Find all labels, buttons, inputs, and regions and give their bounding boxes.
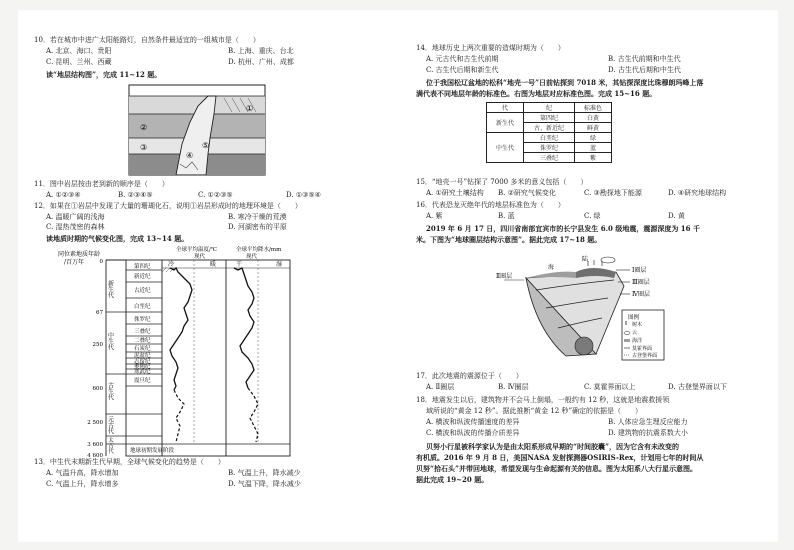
- tick-4600: 4 600: [87, 453, 103, 458]
- period-triassic: 三叠纪: [134, 329, 151, 335]
- period-quaternary: 第四纪: [134, 264, 151, 270]
- layer-3-label: Ⅲ圈层: [632, 279, 650, 286]
- q11-stem: 11．图中岩层按由老到新的顺序是（ ）: [34, 180, 169, 188]
- table-period: 白垩纪: [524, 133, 575, 143]
- intro-17-18-line1: 2019 年 6 月 17 日，四川省南部宜宾市的长宁县发生 6.0 级地震，震源深度为 16 千: [426, 224, 700, 233]
- table-color: 鲜黄: [575, 123, 612, 133]
- legend-cloud: 云: [632, 330, 638, 336]
- period-neogene: 新近纪: [134, 274, 151, 280]
- period-ordovician: 奥陶纪: [134, 364, 151, 370]
- q12-option-b[interactable]: B. 寒冷干燥的荒漠: [228, 213, 287, 221]
- q17-option-a[interactable]: A. Ⅱ圈层: [426, 383, 455, 391]
- legend-gutenberg: 古登堡界面: [632, 353, 658, 359]
- intro-15-16-line1: 位于我国松辽盆地的松科“地壳一号”日前钻探到 7018 米，其钻探深度比珠穆朗玛峰上落: [426, 78, 704, 87]
- prec-now-label: 现代: [246, 254, 258, 260]
- stratum-label-2: ②: [140, 123, 148, 132]
- legend-trees: 树木: [632, 322, 643, 328]
- period-permian: 二叠纪: [134, 338, 151, 344]
- period-paleogene: 古近纪: [134, 288, 151, 294]
- table-header-era: 代: [487, 103, 524, 113]
- q12-option-d[interactable]: D. 河湖密布的平原: [228, 223, 287, 231]
- q11-option-b[interactable]: B. ②③④⑤: [118, 191, 153, 199]
- strata-diagram: [128, 84, 266, 176]
- q10-option-c[interactable]: C. 昆明、兰州、西藏: [46, 58, 112, 66]
- layer-1-label: Ⅰ圈层: [632, 267, 647, 274]
- q15-option-b[interactable]: B. ②研究气候变化: [498, 189, 556, 197]
- tick-250: 250: [92, 342, 103, 348]
- q16-option-d[interactable]: D. 黄: [668, 212, 685, 220]
- tick-67: 67: [96, 310, 103, 316]
- legend-ocean: 海洋: [632, 338, 643, 344]
- q14-stem: 14．地球历史上两次重要的造煤时期为（ ）: [416, 44, 565, 52]
- era-archean: 太古代: [107, 437, 113, 454]
- precipitation-curve: [234, 268, 254, 388]
- period-cambrian: 寒武纪: [134, 369, 151, 375]
- temp-now-label: 现代: [194, 254, 206, 260]
- q12-stem: 12．如果在①岩层中发现了大量的珊瑚化石，说明①岩层形成时的地理环境是（ ）: [34, 202, 302, 210]
- early-earth-label: 地球初期发展阶段: [130, 448, 175, 454]
- q16-option-c[interactable]: C. 绿: [584, 212, 601, 220]
- q11-option-d[interactable]: D. ①③⑤④: [286, 191, 321, 199]
- intro-19-20-line1: 贝努小行星被科学家认为是由太阳系形成早期的“时间胶囊”，因为它含有未改变的: [426, 442, 680, 451]
- q17-option-d[interactable]: D. 古登堡界面以下: [668, 383, 727, 391]
- tick-0: 0: [99, 259, 103, 265]
- q14-option-d[interactable]: D. 古生代后期和中生代: [608, 66, 681, 74]
- q18-option-d[interactable]: D. 建筑物的抗震系数大小: [608, 429, 688, 437]
- q16-stem: 16．代表恐龙灭绝年代的地层标准色为（ ）: [416, 201, 565, 209]
- stratum-label-3: ③: [140, 143, 148, 152]
- q17-stem: 17．此次地震的震源位于（ ）: [416, 372, 523, 380]
- table-era-cenozoic: 新生代: [487, 113, 524, 133]
- q13-option-c[interactable]: C. 气温上升，降水增多: [46, 480, 119, 488]
- col-time-title: 同位素地质年龄: [58, 251, 101, 258]
- table-period: 三叠纪: [524, 153, 575, 163]
- table-color: 蓝: [575, 143, 612, 153]
- dry-label: 干: [236, 261, 243, 268]
- intro-19-20-line4: 据此完成 19~20 题。: [416, 475, 489, 484]
- land-label: 陆: [582, 256, 589, 263]
- q13-stem: 13．中生代末期新生代早期，全球气候变化的趋势是（ ）: [34, 458, 225, 466]
- q16-option-b[interactable]: B. 蓝: [498, 212, 515, 220]
- period-carboniferous: 石炭纪: [134, 346, 151, 352]
- ocean-label: 海: [548, 264, 555, 271]
- q17-option-c[interactable]: C. 莫霍界面以上: [584, 383, 636, 391]
- q18-stem-line2: 域所说的“黄金 12 秒”。据此推断“黄金 12 秒”确定的依据是（ ）: [426, 407, 643, 415]
- geologic-climate-chart: [58, 246, 298, 458]
- q15-option-d[interactable]: D. ④研究地球结构: [668, 189, 727, 197]
- col-temp-title: 全球平均温度/℃: [176, 247, 218, 253]
- era-mesozoic: 中生代: [106, 332, 114, 350]
- intro-11-12: 读“地层结构图”，完成 11~12 题。: [46, 70, 162, 79]
- temperature-curve: [170, 268, 192, 390]
- col-time-unit: /百万年: [64, 259, 85, 266]
- intro-17-18-line2: 米。下图为“地球圈层结构示意图”。据此完成 17~18 题。: [416, 235, 602, 244]
- q10-stem: 10．若在城市中进广太阳能路灯，自然条件最适宜的一组城市是（ ）: [34, 36, 260, 44]
- table-header-color: 标准色: [575, 103, 612, 113]
- period-sinian: 震旦纪: [134, 378, 151, 384]
- period-silurian: 志留纪: [134, 359, 151, 365]
- q16-option-a[interactable]: A. 紫: [426, 212, 443, 220]
- table-period: 第四纪: [524, 113, 575, 123]
- exam-page: [18, 10, 778, 542]
- q15-option-c[interactable]: C. ③勘探地下能源: [584, 189, 642, 197]
- layer-2-label: Ⅱ圈层: [496, 273, 513, 280]
- period-cretaceous: 白垩纪: [134, 304, 151, 310]
- table-era-mesozoic: 中生代: [487, 133, 524, 163]
- stratum-color-table: [486, 102, 612, 163]
- q15-option-a[interactable]: A. ①研究土壤结构: [426, 189, 484, 197]
- legend-moho: 莫霍界面: [632, 346, 653, 352]
- q12-option-c[interactable]: C. 湿热茂密的森林: [46, 223, 105, 231]
- q14-option-a[interactable]: A. 元古代和古生代前期: [426, 55, 499, 63]
- earth-sphere-diagram: [496, 250, 666, 362]
- q13-option-d[interactable]: D. 气温下降，降水减少: [228, 480, 301, 488]
- stratum-label-4: ④: [186, 151, 194, 160]
- table-color: 紫: [575, 153, 612, 163]
- q10-option-d[interactable]: D. 杭州、广州、成都: [228, 58, 294, 66]
- q17-option-b[interactable]: B. Ⅳ圈层: [498, 383, 529, 391]
- table-period: 古、新近纪: [524, 123, 575, 133]
- q14-option-b[interactable]: B. 古生代前期和中生代: [608, 55, 681, 63]
- era-proterozoic: 元古代: [106, 416, 114, 434]
- q10-option-b[interactable]: B. 上海、重庆、台北: [228, 47, 294, 55]
- q13-option-a[interactable]: A. 气温升高，降水增加: [46, 469, 119, 477]
- q15-stem: 15．“地壳一号”钻探了 7000 多米的意义包括（ ）: [416, 178, 588, 186]
- table-color: 绿: [575, 133, 612, 143]
- q11-option-a[interactable]: A. ①②③④: [46, 191, 81, 199]
- tick-3600: 3 600: [87, 442, 103, 448]
- table-color: 白黄: [575, 113, 612, 123]
- stratum-label-5: ⑤: [202, 141, 210, 150]
- cold-label: 冷: [168, 261, 175, 268]
- tick-2500: 2 500: [87, 420, 103, 426]
- table-period: 侏罗纪: [524, 143, 575, 153]
- q18-option-b[interactable]: B. 人体应急生理反应能力: [608, 418, 688, 426]
- legend-title: 图例: [628, 315, 640, 321]
- intro-19-20-line3: 贝努“拾石头”并带回地球，希望发现与生命起源有关的信息。图为太阳系八大行星示意图。: [416, 464, 698, 473]
- intro-15-16-line2: 满代表不同地层年龄的标准色。右图为地层对应标准色图。完成 15~16 题。: [416, 89, 657, 98]
- era-paleozoic: 古生代: [106, 382, 114, 400]
- q10-option-a[interactable]: A. 北京、海口、贵阳: [46, 47, 112, 55]
- q18-option-a[interactable]: A. 横波和纵波传播速度的差异: [426, 418, 520, 426]
- period-devonian: 泥盆纪: [134, 353, 151, 359]
- intro-13-14: 读地质时期的气候变化图，完成 13~14 题。: [46, 234, 189, 243]
- table-header-period: 纪: [524, 103, 575, 113]
- precipitation-curve-uncertain: [248, 388, 258, 442]
- tick-600: 600: [92, 386, 103, 392]
- col-prec-title: 全球平均降水/mm: [236, 247, 282, 253]
- warm-label: 暖: [210, 261, 217, 268]
- era-cenozoic: 新生代: [106, 280, 114, 298]
- q18-stem-line1: 18．地震发生以后，建筑物并不会马上倒塌，一般约有 12 秒，这就是地震救援领: [416, 396, 670, 404]
- temperature-curve-uncertain: [174, 390, 184, 442]
- q11-option-c[interactable]: C. ①②③⑤: [198, 191, 233, 199]
- q13-option-b[interactable]: B. 气温上升，降水减少: [228, 469, 301, 477]
- q12-option-a[interactable]: A. 温暖广阔的浅海: [46, 213, 105, 221]
- layer-4-label: Ⅳ圈层: [632, 291, 650, 298]
- stratum-label-1: ①: [246, 104, 254, 113]
- period-jurassic: 侏罗纪: [134, 317, 151, 323]
- q14-option-c[interactable]: C. 古生代后期和新生代: [426, 66, 499, 74]
- intro-19-20-line2: 有机质。2016 年 9 月 8 日，美国NASA 发射探测器OSIRIS-Rex，计划用七年的时间从: [416, 453, 704, 462]
- q18-option-c[interactable]: C. 横波和纵波的传播介质差异: [426, 429, 520, 437]
- wet-label: 湿: [276, 261, 283, 268]
